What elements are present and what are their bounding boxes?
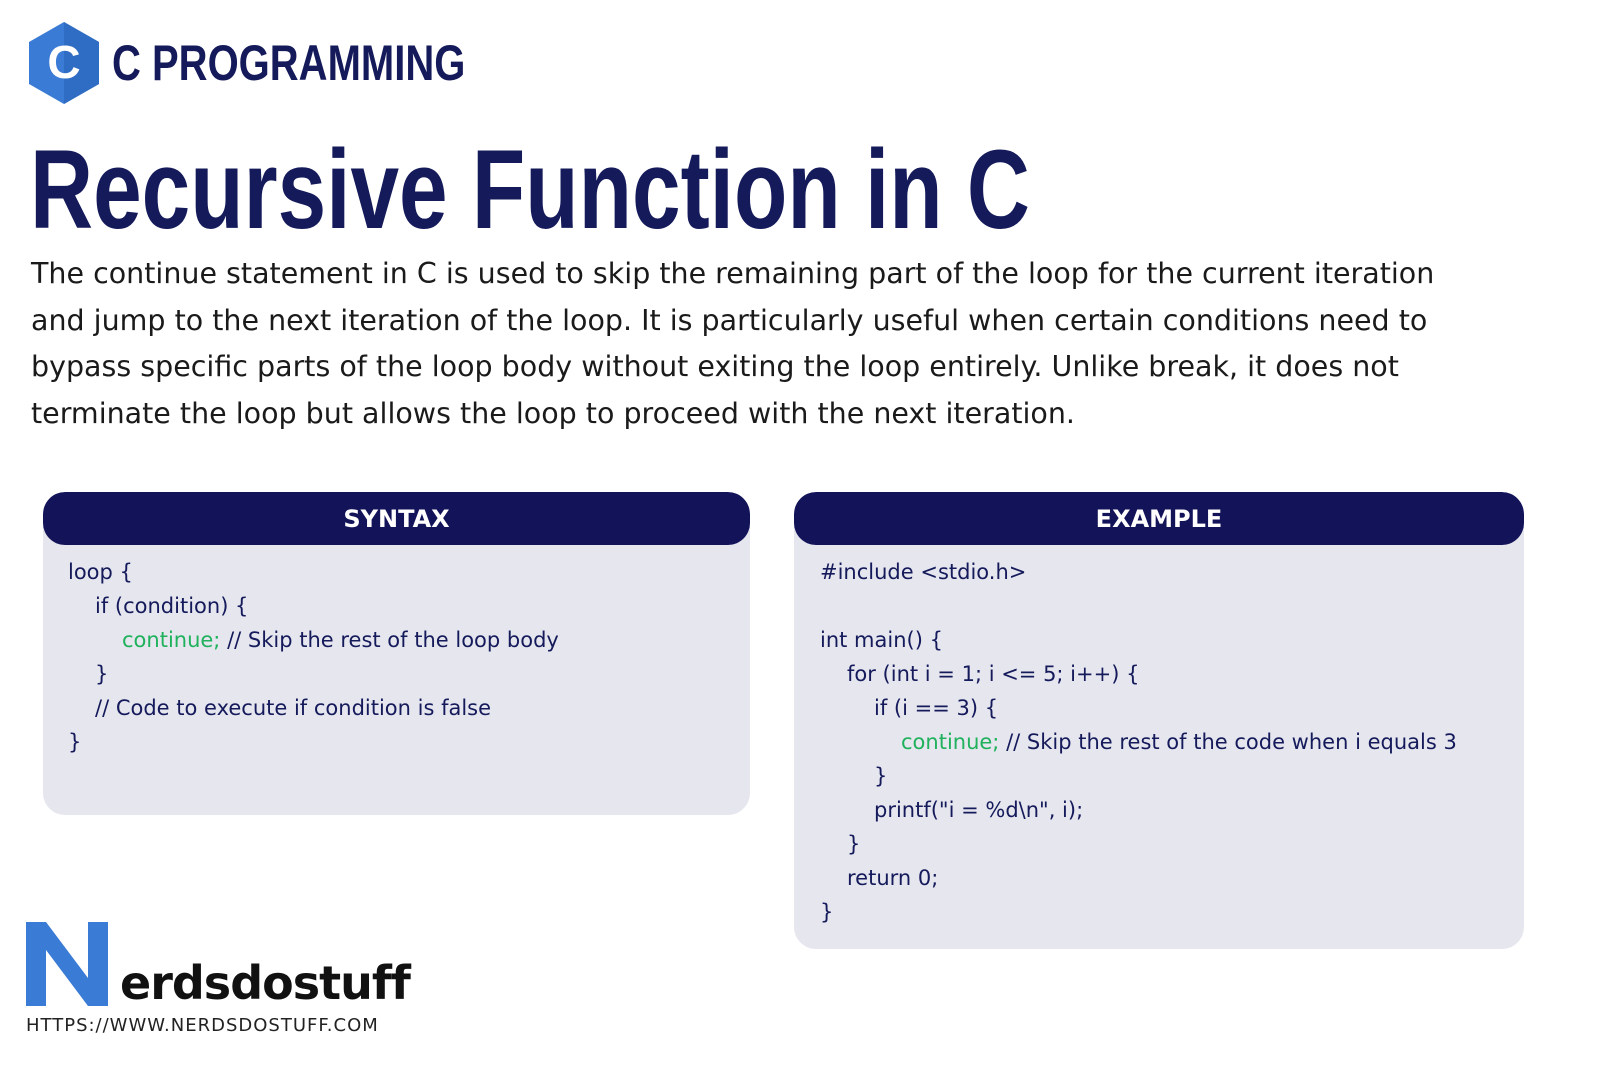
code-line xyxy=(43,691,750,725)
syntax-code-block xyxy=(43,545,750,759)
c-hexagon-icon xyxy=(26,20,102,106)
nerdsdostuff-n-logo xyxy=(26,922,108,1006)
code-text: } xyxy=(874,764,888,788)
footer-brand-text: erdsdostuff xyxy=(120,956,410,1010)
footer-brand xyxy=(26,922,410,1010)
code-line xyxy=(794,895,1524,929)
code-line xyxy=(794,759,1524,793)
footer-url: HTTPS://WWW.NERDSDOSTUFF.COM xyxy=(26,1015,379,1036)
description-line: The continue statement in C is used to skip the remaining part of the loop for the current iteration xyxy=(31,257,1435,290)
code-text: printf("i = %d\n", i); xyxy=(874,798,1084,822)
code-text: #include <stdio.h> xyxy=(820,560,1027,584)
code-line xyxy=(43,725,750,759)
code-line xyxy=(794,793,1524,827)
code-line xyxy=(43,623,750,657)
code-keyword: continue; xyxy=(122,628,221,652)
syntax-card xyxy=(43,492,750,815)
code-line xyxy=(794,623,1524,657)
code-line xyxy=(43,657,750,691)
code-text: } xyxy=(820,900,834,924)
example-heading: EXAMPLE xyxy=(794,492,1524,545)
code-line xyxy=(794,657,1524,691)
example-code-block xyxy=(794,545,1524,929)
code-text: loop { xyxy=(68,560,133,584)
code-text: if (condition) { xyxy=(95,594,249,618)
code-text: } xyxy=(847,832,861,856)
code-keyword: continue; xyxy=(901,730,1000,754)
brand-label: C PROGRAMMING xyxy=(112,35,466,91)
example-card xyxy=(794,492,1524,949)
code-line xyxy=(794,861,1524,895)
code-line xyxy=(794,827,1524,861)
code-text: // Skip the rest of the code when i equals 3 xyxy=(999,730,1457,754)
brand-header xyxy=(26,20,554,106)
description-line: terminate the loop but allows the loop to proceed with the next iteration. xyxy=(31,396,1075,430)
code-line xyxy=(794,691,1524,725)
description xyxy=(31,251,1511,437)
code-text: // Code to execute if condition is false xyxy=(95,696,492,720)
code-text: int main() { xyxy=(820,628,943,652)
code-text: // Skip the rest of the loop body xyxy=(220,628,559,652)
code-line xyxy=(794,555,1524,589)
code-text: } xyxy=(68,730,82,754)
syntax-heading: SYNTAX xyxy=(43,492,750,545)
code-line xyxy=(43,555,750,589)
code-line xyxy=(43,589,750,623)
code-line xyxy=(794,589,1524,623)
page-title: Recursive Function in C xyxy=(30,127,1030,252)
code-text: } xyxy=(95,662,109,686)
code-text: for (int i = 1; i <= 5; i++) { xyxy=(847,662,1140,686)
code-text: if (i == 3) { xyxy=(874,696,999,720)
logo-letter: C xyxy=(47,36,81,88)
code-line xyxy=(794,725,1524,759)
description-line: and jump to the next iteration of the loop. It is particularly useful when certain conditions need to xyxy=(31,303,1428,337)
code-text: return 0; xyxy=(847,866,939,890)
description-line: bypass specific parts of the loop body without exiting the loop entirely. Unlike break, it does not xyxy=(31,350,1399,383)
